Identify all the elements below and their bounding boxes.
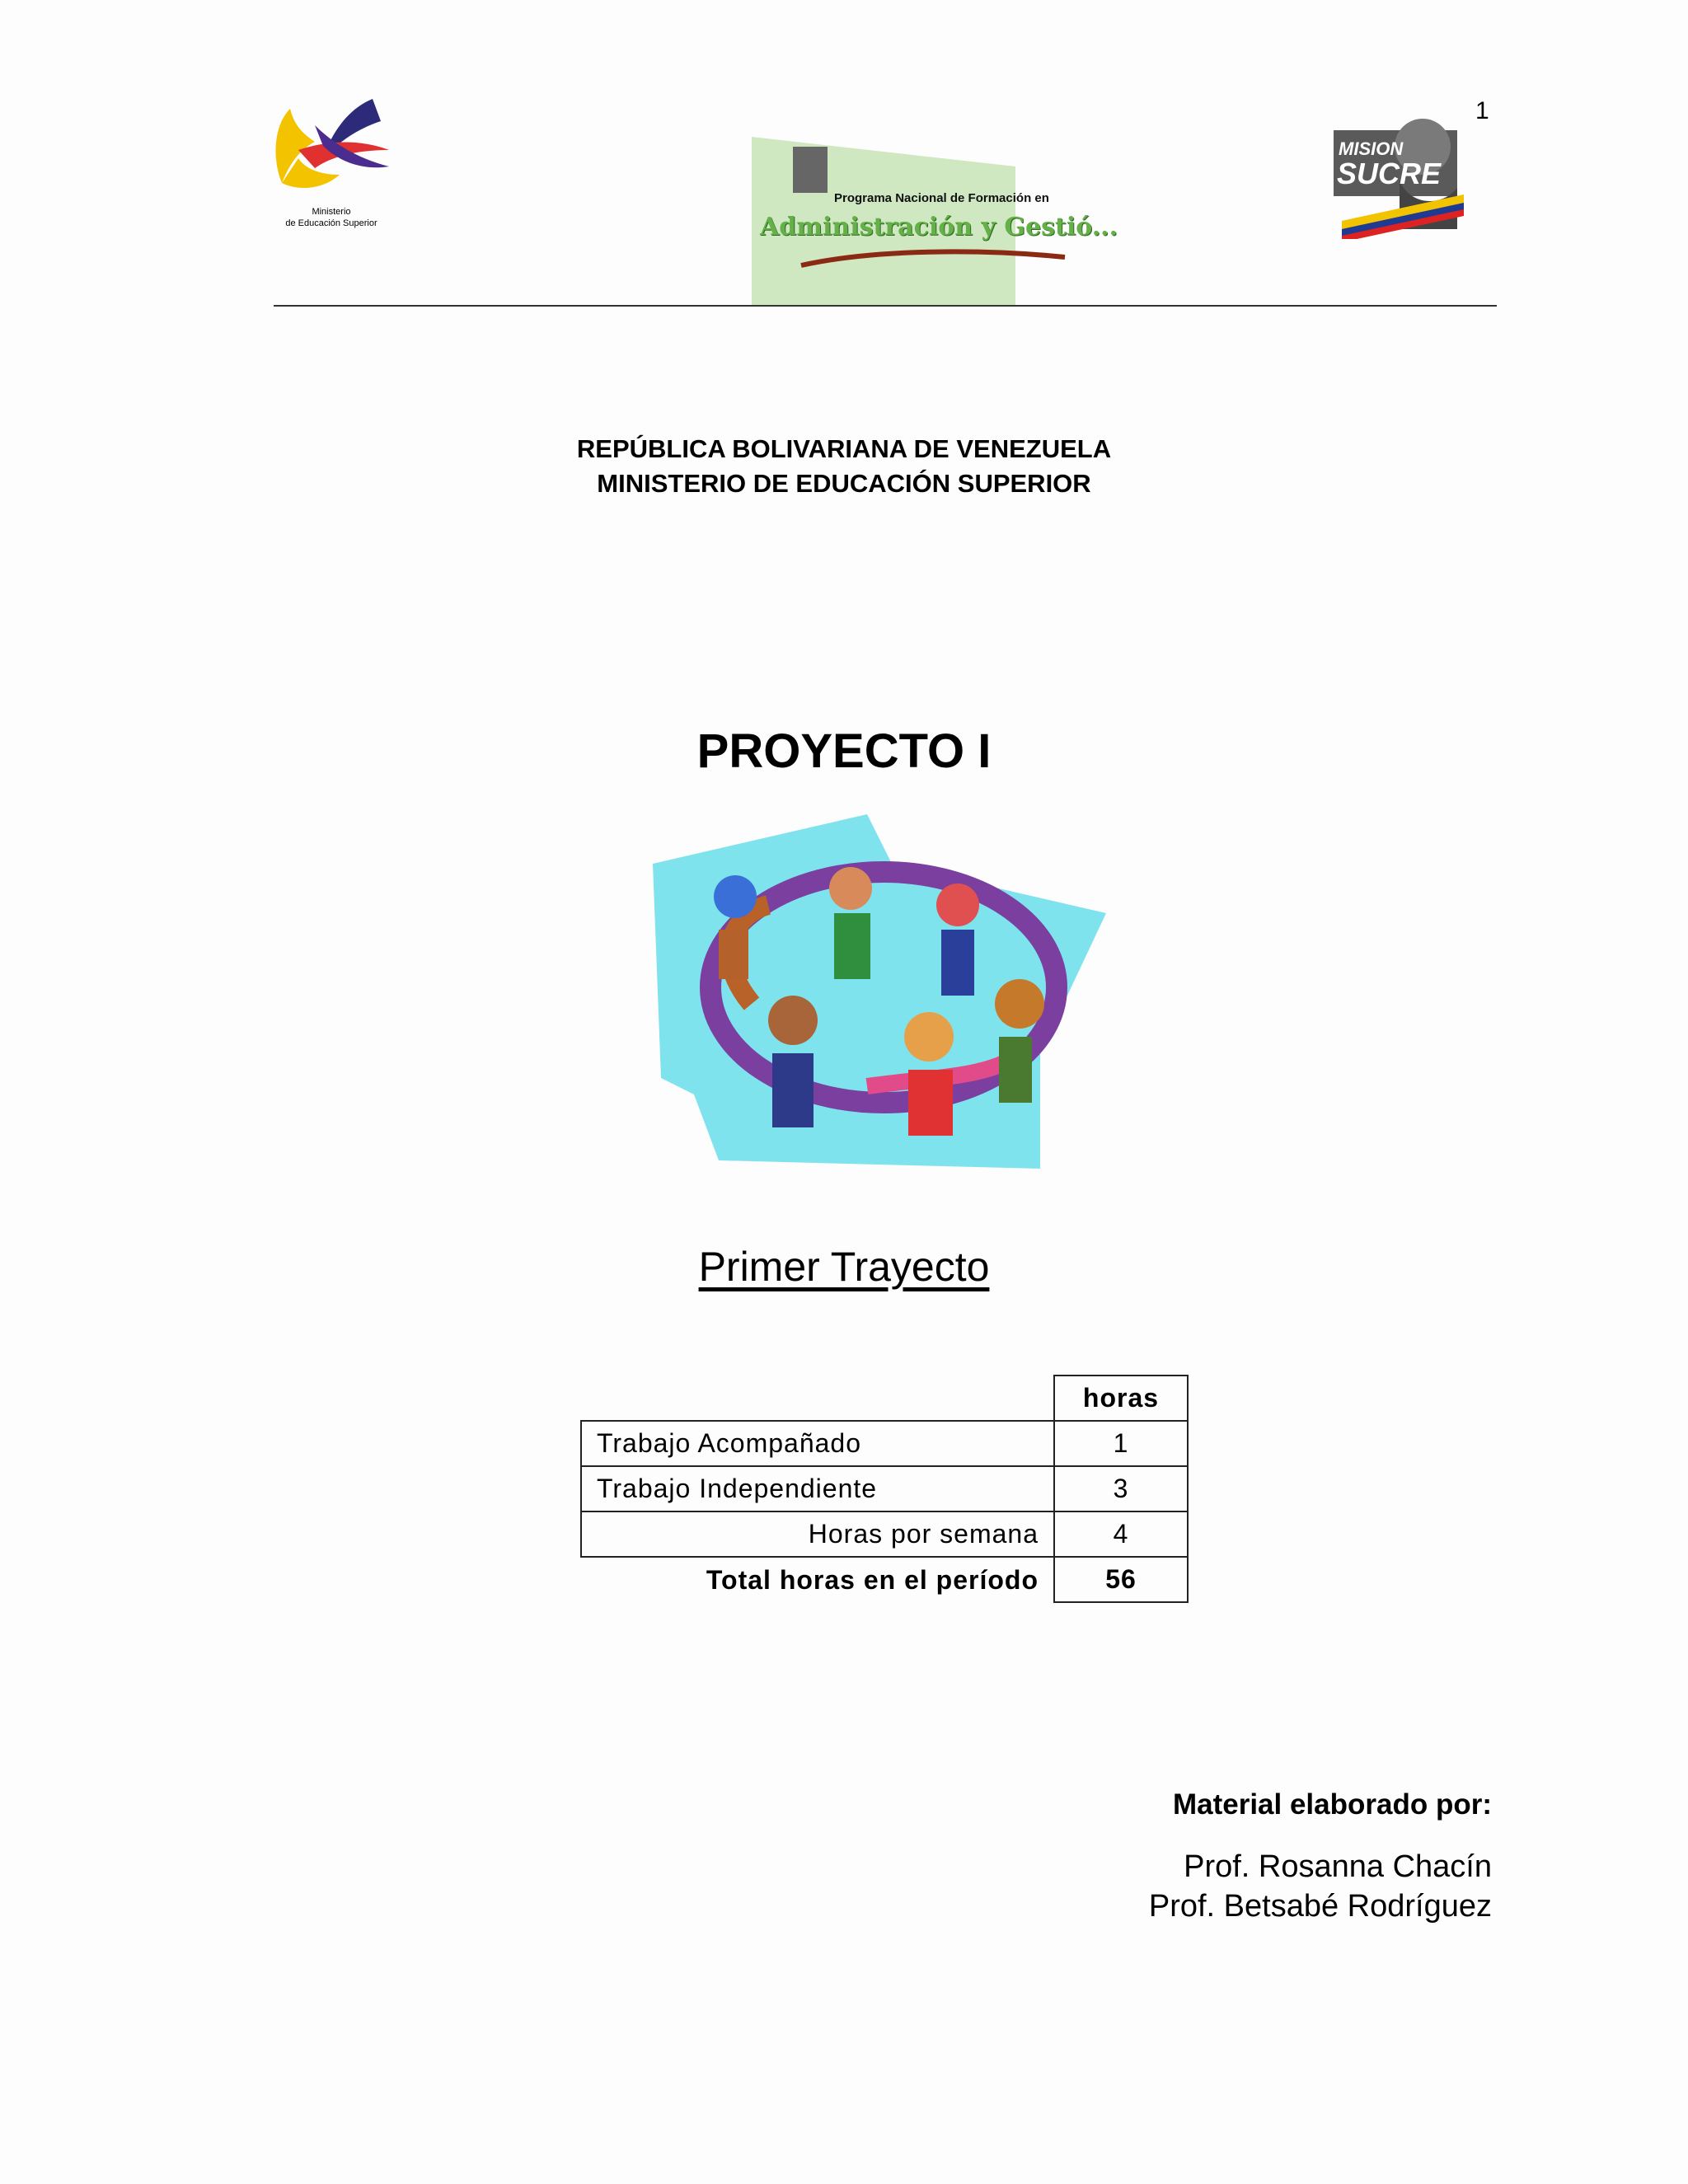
- page-number: 1: [1475, 97, 1489, 124]
- hours-table-header-row: [581, 1376, 1188, 1421]
- table-row: [581, 1466, 1188, 1511]
- programa-logo: [752, 134, 1118, 307]
- ministerio-caption-line2: de Educación Superior: [285, 218, 377, 228]
- hours-table-header: horas: [1054, 1376, 1188, 1421]
- author-1: Prof. Rosanna Chacín: [1184, 1849, 1492, 1884]
- ministerio-caption-line1: Ministerio: [312, 207, 351, 217]
- total-value: 56: [1054, 1557, 1188, 1602]
- programa-logo-line1: Programa Nacional de Formación en: [834, 191, 1049, 205]
- row-label: Trabajo Acompañado: [581, 1421, 1054, 1466]
- document-title: PROYECTO I: [696, 724, 992, 778]
- mision-sucre-sucre-text: SUCRE: [1337, 157, 1442, 190]
- row-label: Horas por semana: [581, 1511, 1054, 1557]
- ministerio-logo: [265, 92, 397, 241]
- author-2: Prof. Betsabé Rodríguez: [1148, 1889, 1492, 1924]
- ministerio-logo-mark: [265, 92, 397, 204]
- row-value: 4: [1054, 1511, 1188, 1557]
- table-row: [581, 1421, 1188, 1466]
- header-line-2: MINISTERIO DE EDUCACIÓN SUPERIOR: [597, 469, 1091, 498]
- row-value: 3: [1054, 1466, 1188, 1511]
- people-circle-illustration: [645, 814, 1111, 1169]
- total-label: Total horas en el período: [706, 1564, 1039, 1595]
- table-row: [581, 1511, 1188, 1557]
- mision-sucre-mision-text: MISION: [1339, 138, 1404, 159]
- hours-table-header-empty: [581, 1376, 1054, 1421]
- total-row: [581, 1557, 1188, 1602]
- programa-logo-line2: Administración y Gestió...: [760, 213, 1118, 241]
- mision-sucre-logo: [1334, 105, 1467, 239]
- row-value: 1: [1054, 1421, 1188, 1466]
- subtitle: Primer Trayecto: [698, 1244, 990, 1290]
- row-label: Trabajo Independiente: [581, 1466, 1054, 1511]
- hours-table: [580, 1375, 1189, 1603]
- credits-label: Material elaborado por:: [1172, 1788, 1492, 1821]
- header-line-1: REPÚBLICA BOLIVARIANA DE VENEZUELA: [576, 434, 1112, 463]
- header-divider: [274, 305, 1497, 307]
